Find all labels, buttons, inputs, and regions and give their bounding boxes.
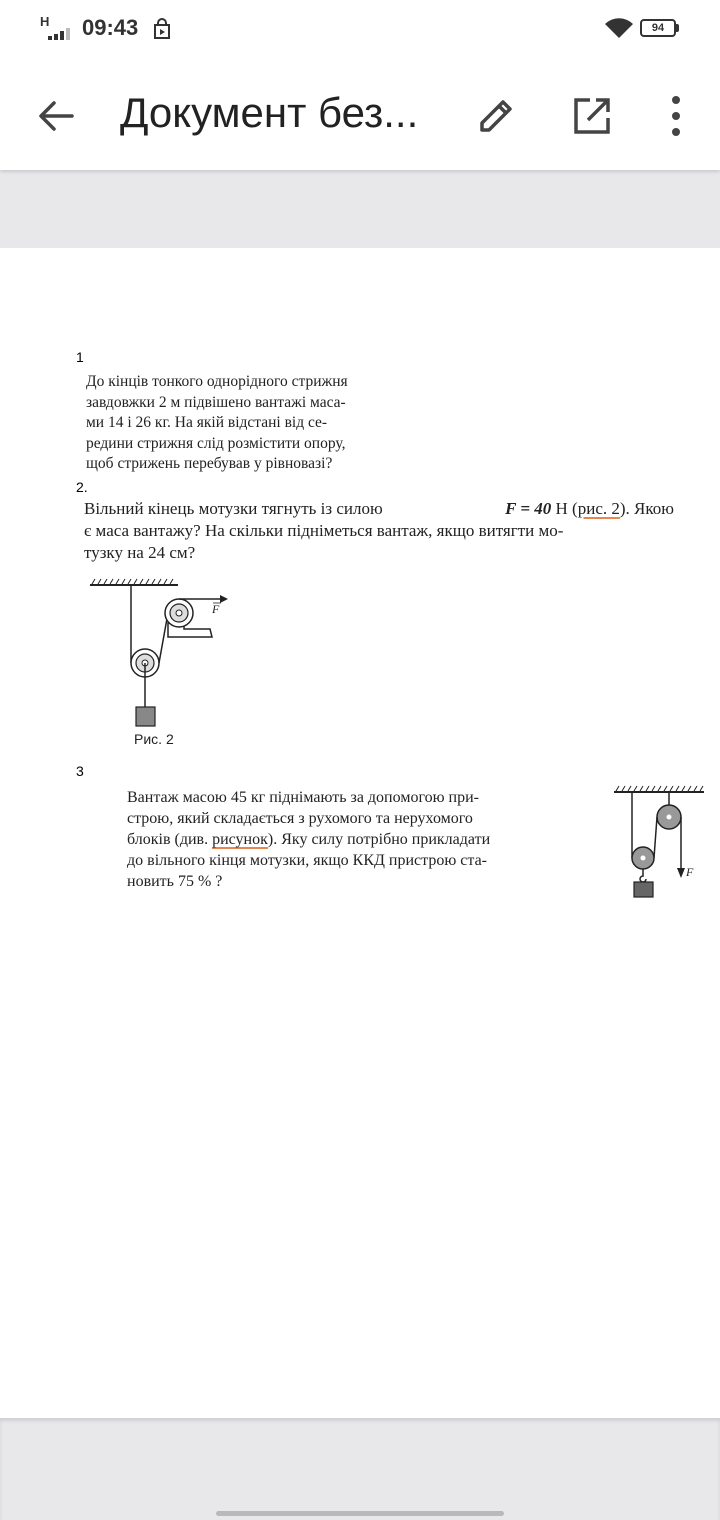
figure-2-caption: Рис. 2 xyxy=(134,731,174,747)
problem-2-line: є маса вантажу? На скільки підніметься вантаж, якщо витягти мо- xyxy=(84,521,564,540)
home-indicator[interactable] xyxy=(216,1511,504,1516)
problem-3-line xyxy=(127,829,597,850)
status-bar xyxy=(0,0,720,56)
more-options-icon[interactable] xyxy=(662,94,690,138)
document-background-bottom xyxy=(0,1418,720,1520)
problem-1-line: ми 14 і 26 кг. На якій відстані від се- xyxy=(86,414,328,431)
battery-tip xyxy=(676,24,679,32)
problem-2-number: 2. xyxy=(76,479,88,495)
force-label-f: F xyxy=(686,865,694,879)
pulley-figure-2 xyxy=(86,575,246,755)
force-label-f: F xyxy=(212,602,220,616)
problem-1-number: 1 xyxy=(76,349,84,365)
force-formula: F = 40 xyxy=(505,499,552,518)
ceiling-hatch xyxy=(614,786,704,792)
load-weight xyxy=(136,707,155,726)
shopping-bag-icon xyxy=(152,18,172,40)
force-unit: Н ( xyxy=(555,499,578,518)
edit-pencil-icon[interactable] xyxy=(474,94,518,138)
clock: 09:43 xyxy=(82,15,139,40)
load-weight xyxy=(634,882,653,897)
battery-level: 94 xyxy=(651,22,665,34)
problem-2-text-start: Вільний кінець мотузки тягнуть із силою xyxy=(84,499,383,518)
network-type: H xyxy=(40,14,50,29)
problem-3-line: строю, який складається з рухомого та нерухомого xyxy=(127,810,473,827)
problem-3-number: 3 xyxy=(76,763,84,779)
problem-1-line: До кінців тонкого однорідного стрижня xyxy=(86,373,348,390)
problem-1-text xyxy=(86,372,406,475)
document-background-top xyxy=(0,170,720,248)
figure-reference: рис. 2 xyxy=(577,499,620,518)
back-arrow-icon[interactable] xyxy=(36,96,76,136)
battery-icon xyxy=(640,19,676,37)
signal-icon xyxy=(48,28,72,40)
open-in-new-icon[interactable] xyxy=(570,94,614,138)
ceiling-hatch xyxy=(90,579,178,585)
problem-2-text-end: ). Якою xyxy=(619,499,674,518)
problem-2-line: тузку на 24 см? xyxy=(84,543,196,562)
problem-3-text xyxy=(127,787,597,892)
wifi-icon xyxy=(604,18,634,40)
problem-1-line: щоб стрижень перебував у рівновазі? xyxy=(86,455,333,472)
problem-3-text-end: ). Яку силу потрібно прикладати xyxy=(267,831,491,848)
problem-3-text-start: блоків (див. xyxy=(127,831,209,848)
app-bar xyxy=(0,56,720,170)
problem-2-line xyxy=(84,498,674,520)
problem-3-line: до вільного кінця мотузки, якщо ККД пристрою ста- xyxy=(127,852,487,869)
fixed-pulley xyxy=(165,599,212,637)
problem-1-line: редини стрижня слід розмістити опору, xyxy=(86,434,346,452)
problem-1-line: завдовжки 2 м підвішено вантажі маса- xyxy=(86,393,346,411)
problem-3-line: новить 75 % ? xyxy=(127,873,223,890)
pulley-figure-3 xyxy=(612,784,708,902)
figure-reference: рисунок xyxy=(212,831,268,848)
problem-3-line: Вантаж масою 45 кг піднімають за допомогою при- xyxy=(127,789,480,806)
problem-2-text xyxy=(84,498,674,564)
document-title[interactable]: Документ без... xyxy=(120,89,419,136)
